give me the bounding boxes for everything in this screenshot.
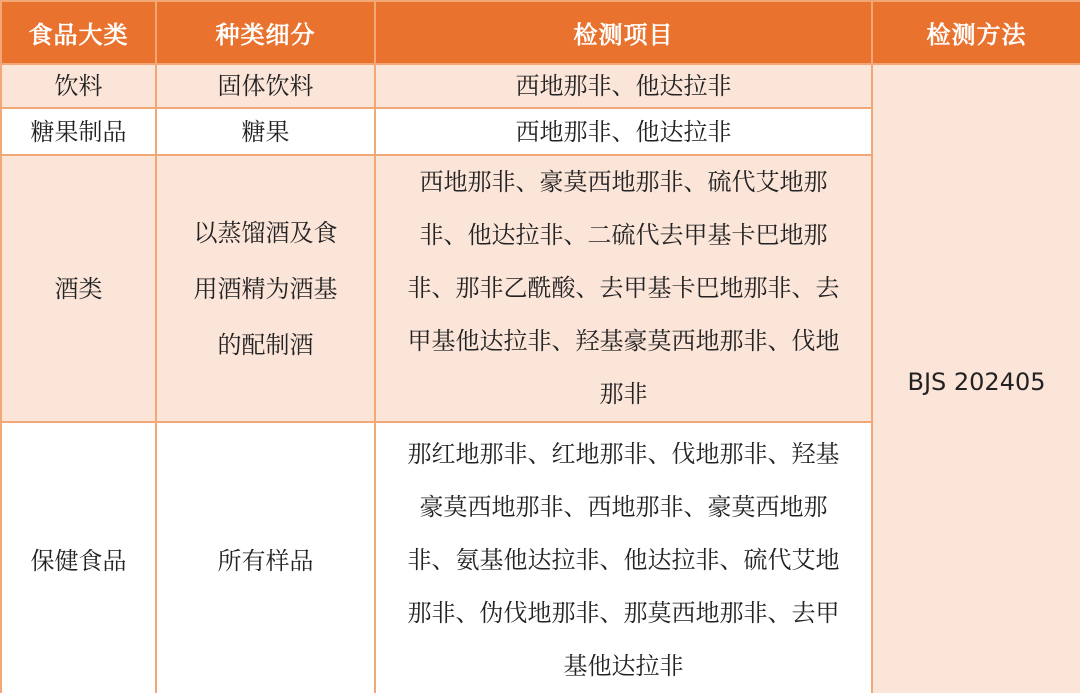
cell-items: 那红地那非、红地那非、伐地那非、羟基豪莫西地那非、西地那非、豪莫西地那非、氨基他达拉非、他达拉非、硫代艾地那非、伪伐地那非、那莫西地那非、去甲基他达拉非: [407, 440, 840, 680]
cell-category: 酒类: [1, 155, 156, 422]
cell-items: 西地那非、他达拉非: [375, 64, 872, 108]
cell-subcategory: 所有样品: [156, 422, 375, 693]
header-method: 检测方法: [872, 1, 1080, 64]
cell-method: BJS 202405: [872, 64, 1080, 693]
table-header-row: [1, 1, 1080, 64]
cell-items-wrap: [375, 422, 872, 693]
cell-subcategory: 固体饮料: [156, 64, 375, 108]
cell-items: 西地那非、豪莫西地那非、硫代艾地那非、他达拉非、二硫代去甲基卡巴地那非、那非乙酰酸、去甲基卡巴地那非、去甲基他达拉非、羟基豪莫西地那非、伐地那非: [407, 168, 840, 408]
cell-category: 保健食品: [1, 422, 156, 693]
cell-items-wrap: [375, 155, 872, 422]
cell-items: 西地那非、他达拉非: [375, 108, 872, 155]
header-category: 食品大类: [1, 1, 156, 64]
cell-subcategory: 糖果: [156, 108, 375, 155]
cell-category: 糖果制品: [1, 108, 156, 155]
cell-subcategory: 以蒸馏酒及食用酒精为酒基的配制酒: [193, 218, 338, 359]
cell-subcategory-wrap: [156, 155, 375, 422]
table-row: [1, 64, 1080, 108]
header-items: 检测项目: [375, 1, 872, 64]
header-subcategory: 种类细分: [156, 1, 375, 64]
cell-category: 饮料: [1, 64, 156, 108]
